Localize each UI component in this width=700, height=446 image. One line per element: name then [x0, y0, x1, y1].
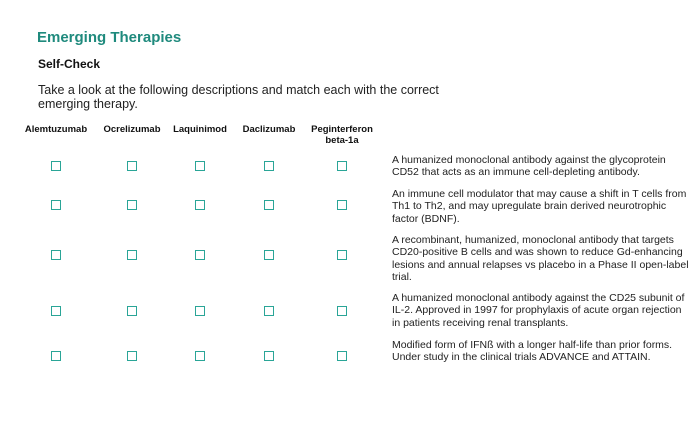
description-4: Modified form of IFNß with a longer half-life than prior forms. Under study in the clinical trials ADVANCE and ATTAIN.	[392, 339, 673, 364]
match-checkbox-r4-daclizumab[interactable]	[264, 351, 274, 361]
match-checkbox-r0-ocrelizumab[interactable]	[127, 161, 137, 171]
description-3: A humanized monoclonal antibody against the CD25 subunit of IL-2. Approved in 1997 for prophylaxis of acute organ rejection in patients receiving renal transplants.	[392, 292, 685, 329]
match-checkbox-r0-alemtuzumab[interactable]	[51, 161, 61, 171]
match-checkbox-r3-alemtuzumab[interactable]	[51, 306, 61, 316]
match-checkbox-r3-daclizumab[interactable]	[264, 306, 274, 316]
description-1: An immune cell modulator that may cause a shift in T cells from Th1 to Th2, and may upregulate brain derived neurotrophic factor (BDNF).	[392, 188, 687, 225]
match-checkbox-r2-daclizumab[interactable]	[264, 250, 274, 260]
column-header-peginterferon: Peginterferon beta-1a	[311, 124, 373, 146]
description-2: A recombinant, humanized, monoclonal antibody that targets CD20-positive B cells and was shown to reduce Gd-enhancing lesions and annual relapses vs placebo in a Phase II open-label trial.	[392, 234, 689, 283]
match-checkbox-r1-alemtuzumab[interactable]	[51, 200, 61, 210]
match-checkbox-r2-alemtuzumab[interactable]	[51, 250, 61, 260]
match-checkbox-r2-laquinimod[interactable]	[195, 250, 205, 260]
match-checkbox-r1-laquinimod[interactable]	[195, 200, 205, 210]
match-checkbox-r3-ocrelizumab[interactable]	[127, 306, 137, 316]
section-title: Self-Check	[38, 57, 101, 71]
match-checkbox-r4-laquinimod[interactable]	[195, 351, 205, 361]
description-0: A humanized monoclonal antibody against the glycoprotein CD52 that acts as an immune cell-depleting antibody.	[392, 154, 666, 179]
match-checkbox-r4-peginterferon[interactable]	[337, 351, 347, 361]
column-header-daclizumab: Daclizumab	[242, 124, 296, 135]
column-header-laquinimod: Laquinimod	[173, 124, 227, 135]
match-checkbox-r1-daclizumab[interactable]	[264, 200, 274, 210]
match-checkbox-r1-ocrelizumab[interactable]	[127, 200, 137, 210]
page-title: Emerging Therapies	[37, 29, 182, 46]
match-checkbox-r2-ocrelizumab[interactable]	[127, 250, 137, 260]
instructions-text: Take a look at the following descriptions and match each with the correct emerging therapy.	[38, 83, 439, 111]
match-checkbox-r3-laquinimod[interactable]	[195, 306, 205, 316]
match-checkbox-r0-peginterferon[interactable]	[337, 161, 347, 171]
column-header-ocrelizumab: Ocrelizumab	[103, 124, 161, 135]
match-checkbox-r4-alemtuzumab[interactable]	[51, 351, 61, 361]
match-checkbox-r0-laquinimod[interactable]	[195, 161, 205, 171]
match-checkbox-r2-peginterferon[interactable]	[337, 250, 347, 260]
match-checkbox-r1-peginterferon[interactable]	[337, 200, 347, 210]
column-header-alemtuzumab: Alemtuzumab	[24, 124, 88, 135]
match-checkbox-r3-peginterferon[interactable]	[337, 306, 347, 316]
match-checkbox-r0-daclizumab[interactable]	[264, 161, 274, 171]
match-checkbox-r4-ocrelizumab[interactable]	[127, 351, 137, 361]
